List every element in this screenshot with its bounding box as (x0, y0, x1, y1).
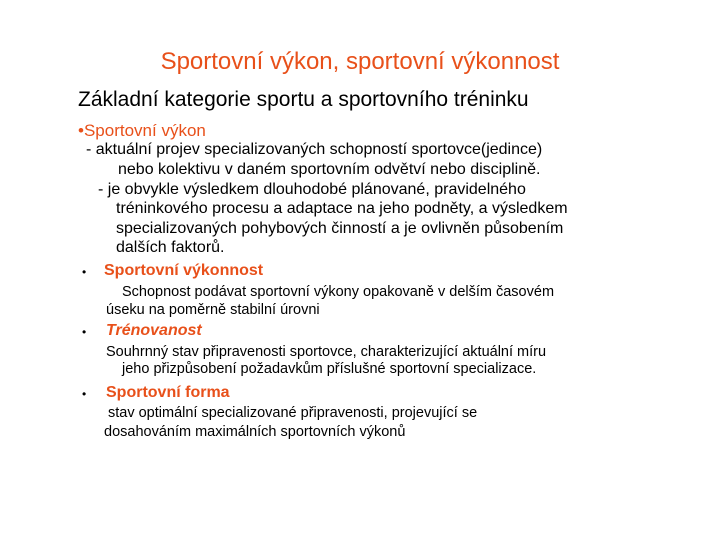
definition-line: - aktuální projev specializovaných schopností sportovce(jedince) (86, 141, 543, 158)
section-sportovni-vykon-heading (78, 121, 206, 141)
definition-line: dalších faktorů. (116, 239, 225, 256)
definition-line: úseku na poměrně stabilní úrovni (106, 302, 320, 318)
definition-line: jeho přizpůsobení požadavkům příslušné sportovní specializace. (122, 361, 537, 377)
slide-title: Sportovní výkon, sportovní výkonnost (160, 48, 560, 75)
definition-line: Schopnost podávat sportovní výkony opakovaně v delším časovém (122, 284, 555, 300)
definition-line: dosahováním maximálních sportovních výkonů (104, 424, 406, 440)
definition-line: Souhrnný stav připravenosti sportovce, charakterizující aktuální míru (106, 344, 547, 360)
definition-line: - je obvykle výsledkem dlouhodobé plánované, pravidelného (98, 181, 526, 198)
bullet-icon: • (78, 121, 84, 140)
bullet-icon: • (82, 325, 87, 339)
heading-text: Sportovní výkon (83, 121, 206, 140)
definition-line: stav optimální specializované připravenosti, projevující se (108, 405, 478, 421)
definition-line: nebo kolektivu v daném sportovním odvětví nebo disciplině. (118, 161, 541, 178)
bullet-icon: • (82, 387, 87, 401)
heading-sportovni-vykonnost: Sportovní výkonnost (104, 262, 264, 279)
definition-line: tréninkového procesu a adaptace na jeho podněty, a výsledkem (116, 200, 568, 217)
definition-line: specializovaných pohybových činností a je ovlivněn působením (116, 220, 564, 237)
bullet-icon: • (82, 265, 87, 279)
heading-sportovni-forma: Sportovní forma (106, 384, 230, 401)
slide-subtitle: Základní kategorie sportu a sportovního tréninku (78, 88, 529, 111)
heading-trenovanost: Trénovanost (106, 322, 202, 339)
